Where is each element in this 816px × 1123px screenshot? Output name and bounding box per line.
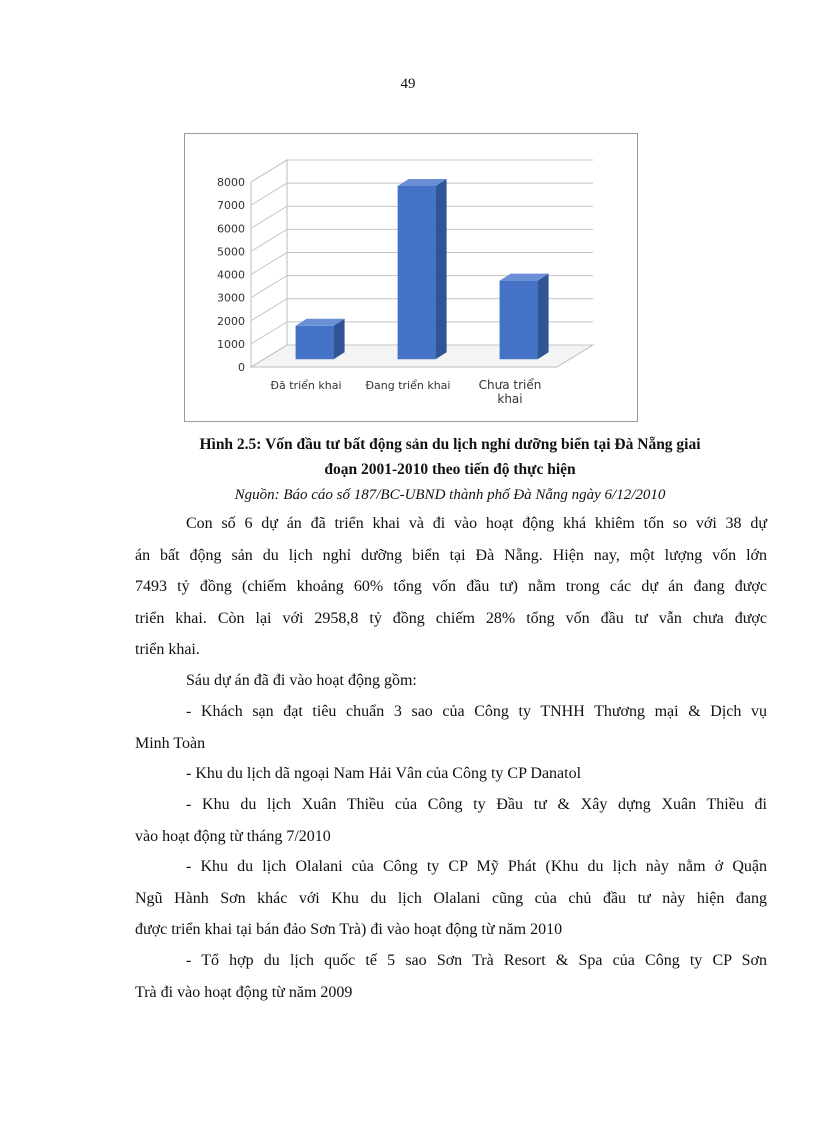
- y-tick-label: 1000: [217, 337, 245, 351]
- y-tick-label: 4000: [217, 268, 245, 282]
- list-item-2: [135, 758, 767, 790]
- figure-caption-line-1: Hình 2.5: Vốn đầu tư bất động sản du lịch nghỉ dưỡng biển tại Đà Nẵng giai: [199, 436, 701, 453]
- paragraph-1-line: 7493 tỷ đồng (chiếm khoảng 60% tổng vốn đầu tư) nằm trong các dự án đang được: [135, 578, 767, 595]
- paragraph-1: [135, 508, 767, 666]
- list-item-line: - Khu du lịch Xuân Thiều của Công ty Đầu tư & Xây dựng Xuân Thiều đi: [186, 796, 767, 813]
- list-item-line: được triển khai tại bán đảo Sơn Trà) đi vào hoạt động từ năm 2010: [135, 921, 563, 938]
- x-category-label: khai: [497, 392, 523, 406]
- list-item-1: [135, 696, 767, 759]
- list-item-line: - Khu du lịch Olalani của Công ty CP Mỹ Phát (Khu du lịch này nằm ở Quận: [186, 858, 767, 875]
- x-category-label: Đang triển khai: [365, 379, 451, 392]
- y-tick-label: 5000: [217, 245, 245, 259]
- bar-front: [296, 326, 334, 360]
- y-tick-label: 8000: [217, 176, 245, 189]
- figure-caption-line-2: đoạn 2001-2010 theo tiến độ thực hiện: [324, 461, 576, 478]
- paragraph-1-line: triển khai. Còn lại với 2958,8 tỷ đồng chiếm 28% tổng vốn đầu tư vẫn chưa được: [135, 609, 767, 627]
- page-number: 49: [400, 76, 416, 92]
- list-item-line: Minh Toàn: [135, 734, 206, 752]
- bar-side: [334, 319, 345, 360]
- y-tick-label: 0: [238, 361, 245, 374]
- list-item-4: [135, 851, 767, 946]
- list-item-line: vào hoạt động từ tháng 7/2010: [135, 827, 331, 845]
- paragraph-1-line: án bất động sản du lịch nghỉ dưỡng biển tại Đà Nẵng. Hiện nay, một lượng vốn lớn: [135, 546, 767, 564]
- paragraph-2-line: Sáu dự án đã đi vào hoạt động gồm:: [186, 672, 417, 689]
- list-item-3: [135, 789, 767, 852]
- list-item-5: [135, 945, 767, 1008]
- paragraph-1-line: triển khai.: [135, 641, 200, 658]
- list-item-line: - Tổ hợp du lịch quốc tế 5 sao Sơn Trà Resort & Spa của Công ty CP Sơn: [186, 952, 767, 969]
- y-tick-label: 7000: [217, 199, 245, 213]
- bar-side: [538, 274, 549, 360]
- bar-chart: [184, 133, 638, 422]
- list-item-line: - Khu du lịch dã ngoại Nam Hải Vân của Công ty CP Danatol: [186, 765, 582, 782]
- y-tick-label: 6000: [217, 222, 245, 236]
- x-category-label: Đã triển khai: [270, 379, 342, 392]
- bar-side: [436, 179, 447, 359]
- bar: [500, 274, 549, 360]
- figure-source: Nguồn: Báo cáo số 187/BC-UBND thành phố Đà Nẵng ngày 6/12/2010: [234, 487, 666, 503]
- list-item-line: - Khách sạn đạt tiêu chuẩn 3 sao của Công ty TNHH Thương mại & Dịch vụ: [186, 703, 767, 720]
- y-tick-label: 2000: [217, 314, 245, 328]
- bar-front: [398, 186, 436, 359]
- chart-canvas: [185, 134, 637, 421]
- bar: [398, 179, 447, 359]
- list-item-line: Ngũ Hành Sơn khác với Khu du lịch Olalani cũng của chủ đầu tư này hiện đang: [135, 889, 767, 907]
- list-item-line: Trà đi vào hoạt động từ năm 2009: [135, 983, 353, 1001]
- y-tick-label: 3000: [217, 291, 245, 305]
- bar: [296, 319, 345, 360]
- x-category-label: Chưa triển: [478, 378, 542, 392]
- bar-front: [500, 281, 538, 360]
- paragraph-1-line: Con số 6 dự án đã triển khai và đi vào hoạt động khá khiêm tốn so với 38 dự: [186, 515, 767, 532]
- paragraph-2: [135, 665, 767, 697]
